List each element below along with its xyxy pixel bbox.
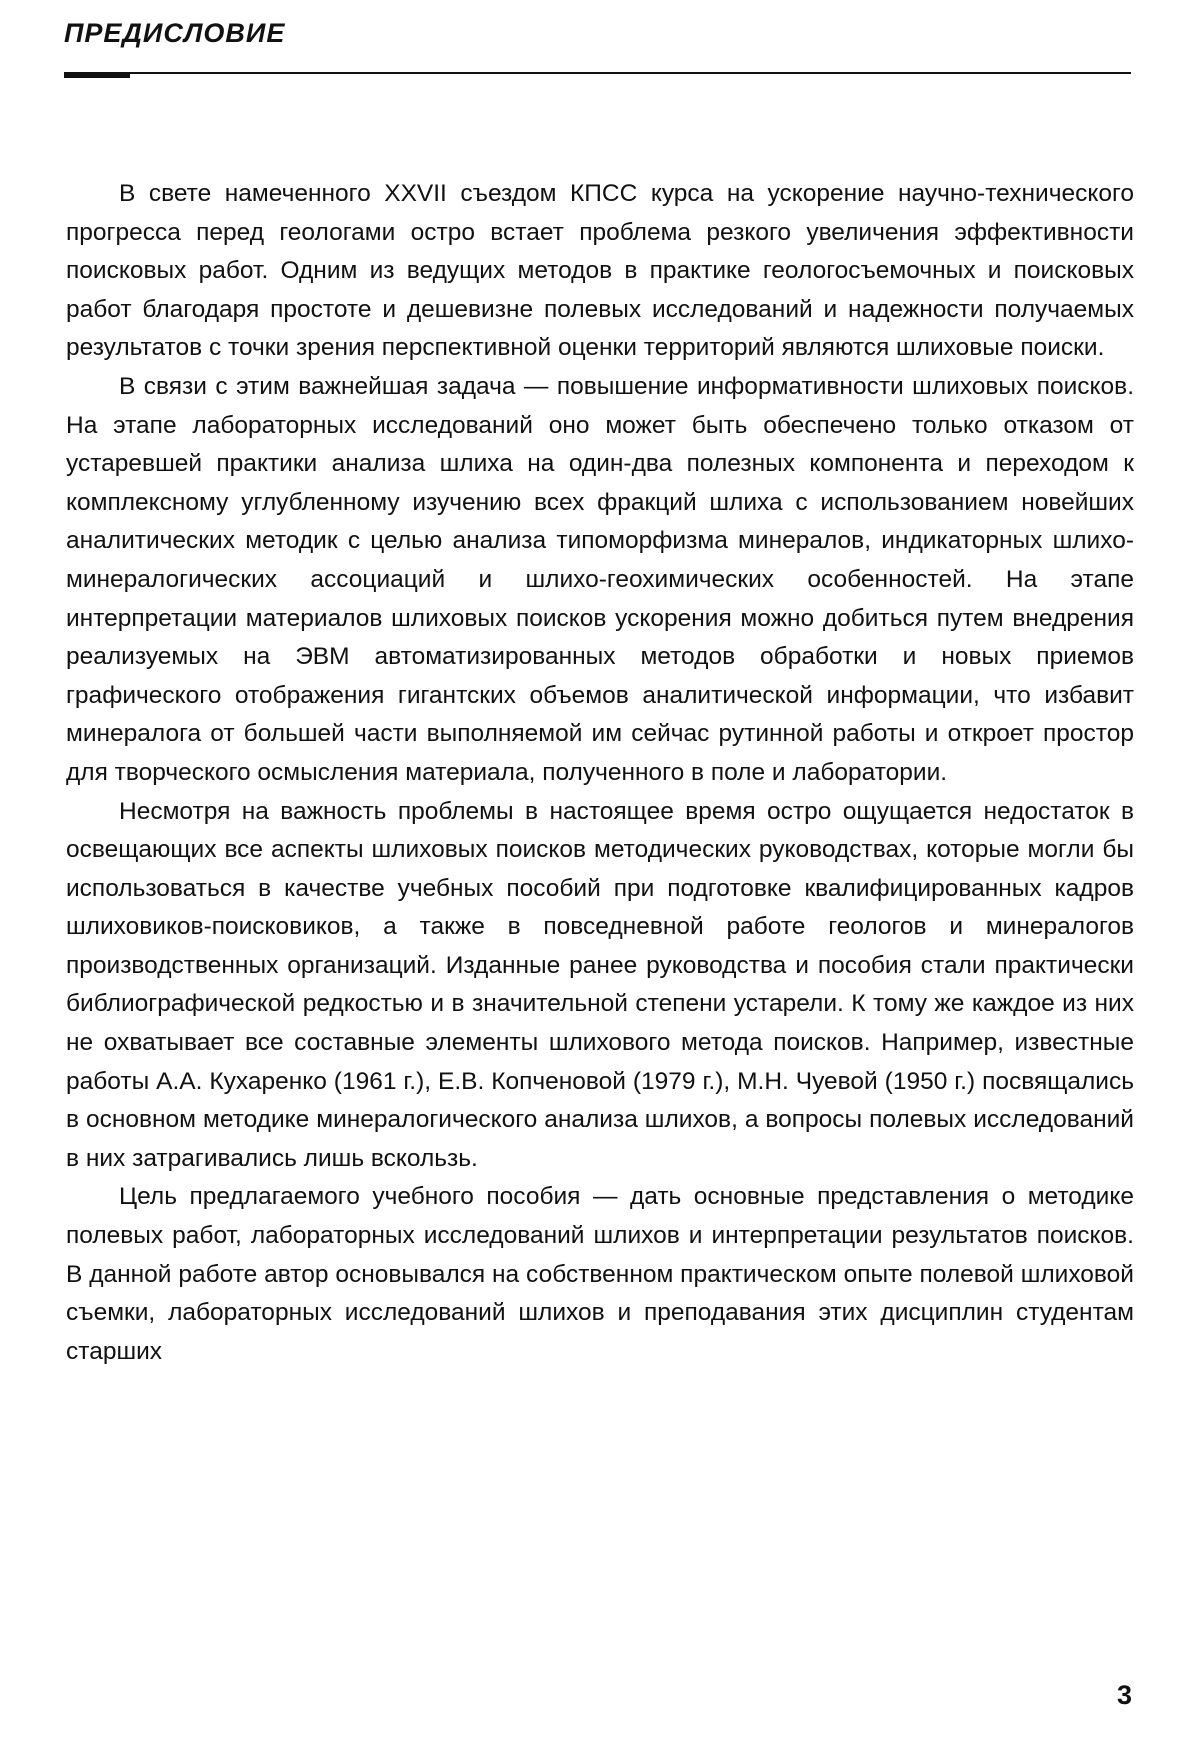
header-rule-accent: [64, 74, 130, 78]
paragraph: В связи с этим важнейшая задача — повышение информативности шлиховых поисков. На этапе лабораторных исследований оно может быть обеспечено только отказом от устаревшей практики анализа шлиха на один-два полезных компонента и переходом к комплексному углубленному изучению всех фракций шлиха с использованием новейших аналитических методик с целью анализа типоморфизма минералов, индикаторных шлихо-минералогических ассоциаций и шлихо-геохимических особенностей. На этапе интерпретации материалов шлиховых поисков ускорения можно добиться путем внедрения реализуемых на ЭВМ автоматизированных методов обработки и новых приемов графического отображения гигантских объемов аналитической информации, что избавит минералога от большей части выполняемой им сейчас рутинной работы и откроет простор для творческого осмысления материала, полученного в поле и лаборатории.: [66, 368, 1134, 793]
book-page: [0, 0, 1200, 1741]
body-text: [66, 175, 1134, 1371]
page-number: 3: [1117, 1680, 1132, 1711]
paragraph: Цель предлагаемого учебного пособия — дать основные представления о методике полевых работ, лабораторных исследований шлихов и интерпретации результатов поисков. В данной работе автор основывался на собственном практическом опыте полевой шлиховой съемки, лабораторных исследований шлихов и преподавания этих дисциплин студентам старших: [66, 1178, 1134, 1371]
running-header: ПРЕДИСЛОВИЕ: [64, 18, 285, 49]
paragraph: В свете намеченного XXVII съездом КПСС курса на ускорение научно-технического прогресса перед геологами остро встает проблема резкого увеличения эффективности поисковых работ. Одним из ведущих методов в практике геологосъемочных и поисковых работ благодаря простоте и дешевизне полевых исследований и надежности получаемых результатов с точки зрения перспективной оценки территорий являются шлиховые поиски.: [66, 175, 1134, 368]
header-rule: [64, 72, 1131, 74]
paragraph: Несмотря на важность проблемы в настоящее время остро ощущается недостаток в освещающих все аспекты шлиховых поисков методических руководствах, которые могли бы использоваться в качестве учебных пособий при подготовке квалифицированных кадров шлиховиков-поисковиков, а также в повседневной работе геологов и минералогов производственных организаций. Изданные ранее руководства и пособия стали практически библиографической редкостью и в значительной степени устарели. К тому же каждое из них не охватывает все составные элементы шлихового метода поисков. Например, известные работы А.А. Кухаренко (1961 г.), Е.В. Копченовой (1979 г.), М.Н. Чуевой (1950 г.) посвящались в основном методике минералогического анализа шлихов, а вопросы полевых исследований в них затрагивались лишь вскользь.: [66, 793, 1134, 1179]
